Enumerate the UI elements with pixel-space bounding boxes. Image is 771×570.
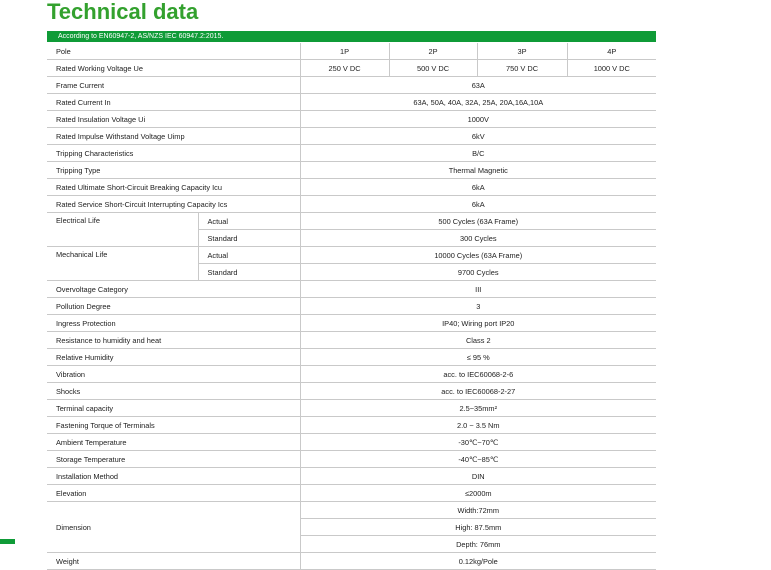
sub-label: Standard xyxy=(198,230,300,247)
row-value: ≤2000m xyxy=(300,485,656,502)
table-row xyxy=(47,77,656,94)
row-label: Frame Current xyxy=(47,77,300,94)
row-value: 10000 Cycles (63A Frame) xyxy=(300,247,656,264)
row-label: Rated Ultimate Short-Circuit Breaking Capacity Icu xyxy=(47,179,300,196)
table-row-electrical-life xyxy=(47,213,656,230)
table-row xyxy=(47,281,656,298)
row-label: Overvoltage Category xyxy=(47,281,300,298)
row-value: IP40; Wiring port IP20 xyxy=(300,315,656,332)
row-value: -40℃~85℃ xyxy=(300,451,656,468)
table-row xyxy=(47,128,656,145)
sub-label: Actual xyxy=(198,247,300,264)
table-row xyxy=(47,366,656,383)
row-value: DIN xyxy=(300,468,656,485)
dimension-width: Width:72mm xyxy=(300,502,656,519)
table-row xyxy=(47,315,656,332)
row-value: ≤ 95 % xyxy=(300,349,656,366)
table-row xyxy=(47,196,656,213)
row-value: B/C xyxy=(300,145,656,162)
table-row-mechanical-life xyxy=(47,247,656,264)
row-label: Dimension xyxy=(47,502,300,553)
row-label: Shocks xyxy=(47,383,300,400)
table-row xyxy=(47,298,656,315)
table-row xyxy=(47,434,656,451)
row-value: III xyxy=(300,281,656,298)
row-label: Tripping Type xyxy=(47,162,300,179)
table-row-dimension xyxy=(47,502,656,519)
row-value: acc. to IEC60068-2-27 xyxy=(300,383,656,400)
row-label: Rated Working Voltage Ue xyxy=(47,60,300,77)
pole-4p: 4P xyxy=(567,43,656,60)
table-row xyxy=(47,349,656,366)
voltage-2p: 500 V DC xyxy=(389,60,477,77)
dimension-high: High: 87.5mm xyxy=(300,519,656,536)
table-row xyxy=(47,145,656,162)
row-label: Installation Method xyxy=(47,468,300,485)
voltage-4p: 1000 V DC xyxy=(567,60,656,77)
row-value: 6kV xyxy=(300,128,656,145)
row-value: 6kA xyxy=(300,196,656,213)
row-value: Class 2 xyxy=(300,332,656,349)
row-label: Electrical Life xyxy=(47,213,198,247)
table-row-weight xyxy=(47,553,656,570)
row-value: acc. to IEC60068-2-6 xyxy=(300,366,656,383)
corner-accent xyxy=(0,539,15,544)
row-label: Rated Service Short-Circuit Interrupting Capacity Ics xyxy=(47,196,300,213)
sub-label: Actual xyxy=(198,213,300,230)
pole-1p: 1P xyxy=(300,43,389,60)
table-row xyxy=(47,94,656,111)
dimension-depth: Depth: 76mm xyxy=(300,536,656,553)
table-row-pole xyxy=(47,43,656,60)
row-value: 2.0 ~ 3.5 Nm xyxy=(300,417,656,434)
row-label: Fastening Torque of Terminals xyxy=(47,417,300,434)
row-value: -30℃~70℃ xyxy=(300,434,656,451)
row-label: Ingress Protection xyxy=(47,315,300,332)
table-row xyxy=(47,162,656,179)
page-title: Technical data xyxy=(47,0,199,24)
row-label: Weight xyxy=(47,553,300,570)
row-label: Vibration xyxy=(47,366,300,383)
row-label: Rated Current In xyxy=(47,94,300,111)
row-value: 9700 Cycles xyxy=(300,264,656,281)
row-value: Thermal Magnetic xyxy=(300,162,656,179)
row-value: 1000V xyxy=(300,111,656,128)
row-label: Tripping Characteristics xyxy=(47,145,300,162)
table-row xyxy=(47,468,656,485)
row-label: Pole xyxy=(47,43,300,60)
table-row xyxy=(47,332,656,349)
voltage-3p: 750 V DC xyxy=(477,60,567,77)
row-value: 0.12kg/Pole xyxy=(300,553,656,570)
row-label: Storage Temperature xyxy=(47,451,300,468)
row-value: 63A, 50A, 40A, 32A, 25A, 20A,16A,10A xyxy=(300,94,656,111)
row-label: Rated Insulation Voltage Ui xyxy=(47,111,300,128)
row-label: Relative Humidity xyxy=(47,349,300,366)
pole-3p: 3P xyxy=(477,43,567,60)
pole-2p: 2P xyxy=(389,43,477,60)
standard-banner: According to EN60947-2, AS/NZS IEC 60947.2:2015. xyxy=(47,31,656,42)
table-row xyxy=(47,485,656,502)
table-row xyxy=(47,383,656,400)
row-value: 500 Cycles (63A Frame) xyxy=(300,213,656,230)
sub-label: Standard xyxy=(198,264,300,281)
row-label: Ambient Temperature xyxy=(47,434,300,451)
row-label: Elevation xyxy=(47,485,300,502)
row-value: 3 xyxy=(300,298,656,315)
table-row xyxy=(47,451,656,468)
row-label: Terminal capacity xyxy=(47,400,300,417)
row-value: 63A xyxy=(300,77,656,94)
row-value: 2.5~35mm² xyxy=(300,400,656,417)
table-row-voltage xyxy=(47,60,656,77)
row-label: Pollution Degree xyxy=(47,298,300,315)
row-value: 6kA xyxy=(300,179,656,196)
row-label: Resistance to humidity and heat xyxy=(47,332,300,349)
row-label: Mechanical Life xyxy=(47,247,198,281)
table-row xyxy=(47,417,656,434)
table-row xyxy=(47,400,656,417)
table-row xyxy=(47,111,656,128)
table-row xyxy=(47,179,656,196)
row-value: 300 Cycles xyxy=(300,230,656,247)
technical-data-table xyxy=(47,43,656,570)
voltage-1p: 250 V DC xyxy=(300,60,389,77)
row-label: Rated Impulse Withstand Voltage Uimp xyxy=(47,128,300,145)
